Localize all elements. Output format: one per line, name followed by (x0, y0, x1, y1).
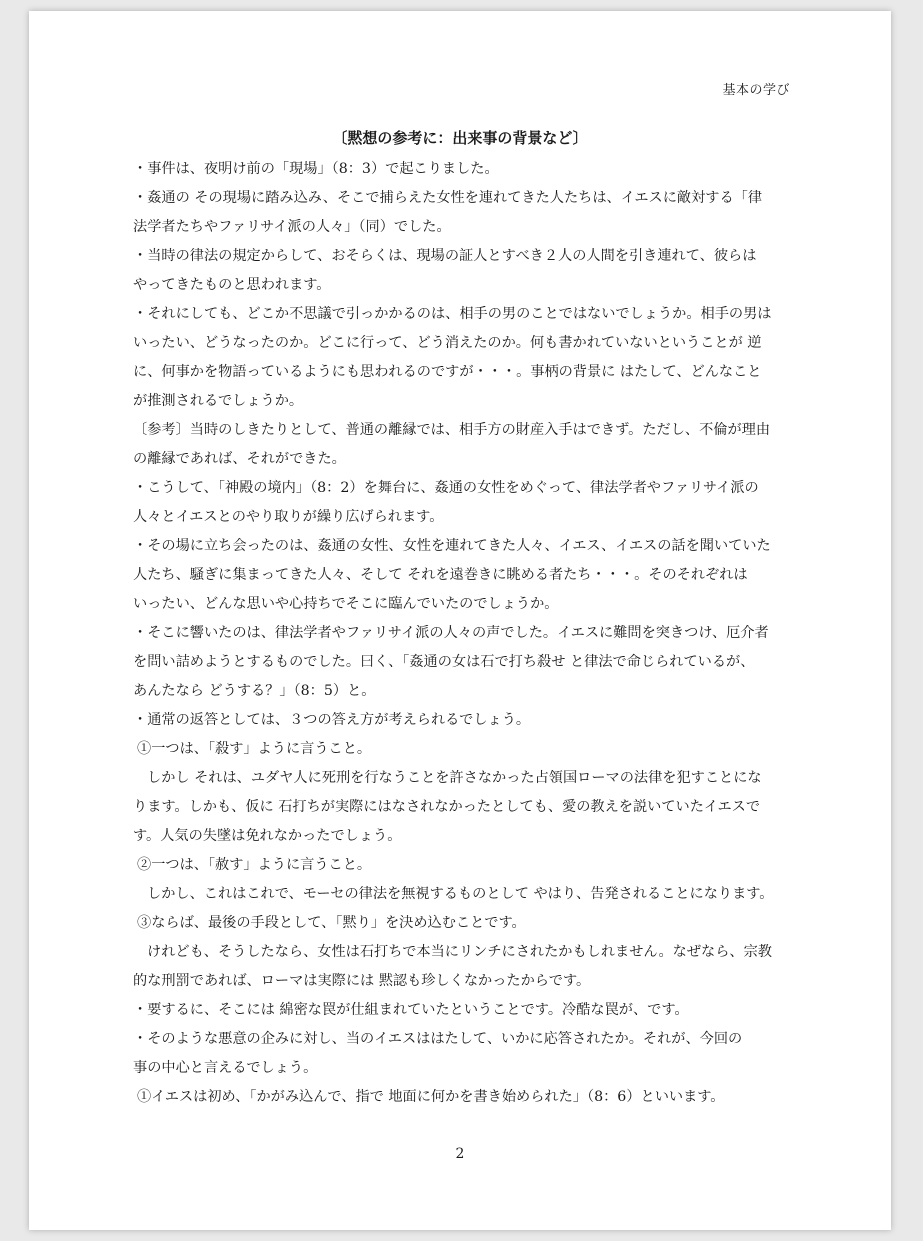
text-line: ①イエスは初め、「かがみ込んで、指で 地面に何かを書き始められた」（8：6）といいます。 (137, 1089, 725, 1105)
text-line: けれども、そうしたなら、女性は石打ちで本当にリンチにされたかもしれません。なぜなら、宗教 (147, 944, 772, 960)
text-line: を問い詰めようとするものでした。曰く、「姦通の女は石で打ち殺せ と律法で命じられているが、 (133, 654, 755, 670)
text-line: ・それにしても、どこか不思議で引っかかるのは、相手の男のことではないでしょうか。相手の男は (133, 306, 772, 322)
text-line: ・そこに響いたのは、律法学者やファリサイ派の人々の声でした。イエスに難問を突きつけ、厄介者 (133, 625, 769, 641)
text-line: ・当時の律法の規定からして、おそらくは、現場の証人とすべき２人の人間を引き連れて、彼らは (133, 248, 757, 264)
text-line: しかし それは、ユダヤ人に死刑を行なうことを許さなかった占領国ローマの法律を犯すことにな (147, 770, 762, 786)
text-line: 〔参考〕当時のしきたりとして、普通の離縁では、相手方の財産入手はできず。ただし、不倫が理由 (133, 422, 771, 438)
text-line: やってきたものと思われます。 (133, 277, 331, 293)
text-line: ②一つは、「赦す」ように言うこと。 (137, 857, 372, 873)
text-line: ・こうして、「神殿の境内」（8：2）を舞台に、姦通の女性をめぐって、律法学者やファリサイ派の (133, 480, 759, 496)
text-line: ・その場に立ち会ったのは、姦通の女性、女性を連れてきた人々、イエス、イエスの話を聞いていた (133, 538, 771, 554)
text-line: 法学者たちやファリサイ派の人々」（同）でした。 (133, 219, 451, 235)
text-line: いったい、どんな思いや心持ちでそこに臨んでいたのでしょうか。 (133, 596, 559, 612)
text-line: に、何事かを物語っているようにも思われるのですが・・・。事柄の背景に はたして、どんなこと (133, 364, 762, 380)
section-label: 基本の学び (722, 83, 790, 98)
text-line: 人たち、騒ぎに集まってきた人々、そして それを遠巻きに眺める者たち・・・。そのそれぞれは (133, 567, 748, 583)
text-line: あんたなら どうする？」（8：5）と。 (133, 683, 376, 699)
body-text (133, 155, 793, 1112)
text-line: ・そのような悪意の企みに対し、当のイエスははたして、いかに応答されたか。それが、今回の (133, 1031, 743, 1047)
text-line: の離縁であれば、それができた。 (133, 451, 346, 467)
text-line: ・通常の返答としては、３つの答え方が考えられるでしょう。 (133, 712, 531, 728)
text-line: ります。しかも、仮に 石打ちが実際にはなされなかったとしても、愛の教えを説いていたイエスで (133, 799, 761, 815)
document-page (29, 11, 891, 1230)
text-line: ・事件は、夜明け前の「現場」（8：3）で起こりました。 (133, 161, 499, 177)
text-line: ③ならば、最後の手段として、「黙り」を決め込むことです。 (137, 915, 526, 931)
text-line: ・姦通の その現場に踏み込み、そこで捕らえた女性を連れてきた人たちは、イエスに敵対する「律 (133, 190, 763, 206)
text-line: しかし、これはこれで、モーセの律法を無視するものとして やはり、告発されることになります。 (147, 886, 774, 902)
text-line: ・要するに、そこには 綿密な罠が仕組まれていたということです。冷酷な罠が、です。 (133, 1002, 689, 1018)
page-number: 2 (455, 1146, 465, 1162)
text-line: 事の中心と言えるでしょう。 (133, 1060, 318, 1076)
text-line: ①一つは、「殺す」ように言うこと。 (137, 741, 372, 757)
text-line: 的な刑罰であれば、ローマは実際には 黙認も珍しくなかったからです。 (133, 973, 591, 989)
text-line: いったい、どうなったのか。どこに行って、どう消えたのか。何も書かれていないということが 逆 (133, 335, 762, 351)
text-line: 人々とイエスとのやり取りが繰り広げられます。 (133, 509, 444, 525)
text-line: が推測されるでしょうか。 (133, 393, 304, 409)
page-title: 〔黙想の参考に：出来事の背景など〕 (332, 129, 588, 147)
text-line: す。人気の失墜は免れなかったでしょう。 (133, 828, 402, 844)
